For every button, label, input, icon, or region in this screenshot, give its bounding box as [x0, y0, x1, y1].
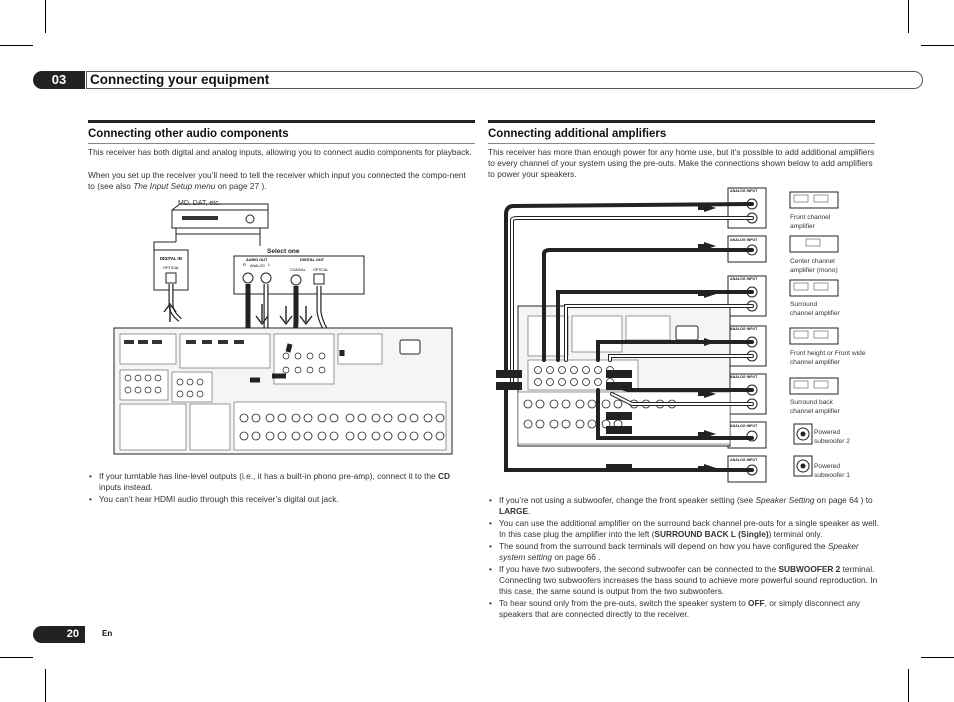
paragraph-text: When you set up the receiver you’ll need to tell the receiver which input you connected the compo-nent to (see also — [88, 170, 466, 192]
optical-label: OPTICAL — [163, 266, 180, 270]
amp-unit-center — [790, 236, 838, 252]
optical-in-jack — [166, 273, 176, 283]
bullet-text: The sound from the surround back terminals will depend on how you have configured the — [499, 540, 828, 551]
device-bracket — [154, 234, 260, 250]
bullet-text: on page 66 . — [552, 552, 601, 563]
panel-section — [120, 334, 176, 364]
amp-label: channel amplifier — [790, 408, 840, 415]
analog-label: ANALOG — [250, 264, 265, 268]
amp-label: channel amplifier — [790, 359, 840, 366]
bullet-text: . — [528, 506, 531, 517]
chapter-number: 03 — [33, 71, 85, 89]
amp-unit-surround-back — [790, 378, 838, 394]
r-label: R — [243, 262, 246, 267]
analog-l-jack — [261, 273, 271, 283]
section-title-audio: Connecting other audio components — [88, 128, 289, 140]
amp-input-surround-back — [728, 374, 766, 414]
panel-section — [626, 316, 670, 340]
bullet-list — [488, 495, 880, 621]
bullet-text: , or simply disconnect any speakers that are connected directly to the receiver. — [499, 597, 861, 620]
panel-section — [528, 316, 568, 356]
paragraph-text: This receiver has both digital and analog inputs, allowing you to connect audio components for playback. — [88, 147, 472, 157]
amp-input-surround — [728, 276, 766, 316]
chapter-title: Connecting your equipment — [90, 72, 270, 87]
crop-mark — [908, 669, 909, 702]
section-rule-thin — [88, 143, 475, 144]
bullet-ref: Speaker Setting — [755, 495, 815, 505]
bullet-text: ) terminal only. — [768, 529, 823, 540]
panel-section — [180, 334, 270, 368]
ac-inlet — [400, 340, 420, 354]
speaker-terminals — [234, 402, 446, 450]
analog-input-label: ANALOG INPUT — [730, 327, 758, 331]
bullet-item — [88, 494, 466, 505]
amp-unit-surround — [790, 280, 838, 296]
crop-mark — [908, 0, 909, 33]
page-language: En — [102, 629, 113, 638]
digital-in-label: DIGITAL IN — [160, 256, 182, 261]
bullet-text: If your turntable has line-level outputs (i.e., it has a built-in phono pre-amp), connect it to the — [99, 471, 438, 481]
bullet-item — [88, 471, 466, 493]
amp-label: Surround — [790, 301, 818, 308]
bullet-text: inputs instead. — [99, 482, 153, 493]
paragraph — [488, 147, 876, 181]
ac-inlet — [676, 326, 698, 340]
coaxial-jack — [291, 275, 301, 285]
paragraph-text: This receiver has more than enough power for any home use, but it’s possible to add additional amplifiers to every channel of your system using the pre-outs. Make the connections shown below to add amplifiers to power your speakers. — [488, 147, 875, 180]
analog-input-label: ANALOG INPUT — [730, 277, 758, 281]
l-label: L — [268, 262, 271, 267]
amp-input-front-height — [728, 326, 766, 366]
paragraph — [88, 147, 473, 158]
bullet-item — [488, 495, 880, 517]
bullet-text: You can use the additional amplifier on the surround back channel pre-outs for a single speaker as well. In this case plug the amplifier into the left ( — [499, 517, 879, 540]
panel-section — [190, 404, 230, 450]
crop-mark — [0, 45, 33, 46]
connection-arrow — [300, 306, 312, 324]
amp-label: subwoofer 1 — [814, 472, 850, 479]
bullet-text: on page 64 ) to — [814, 495, 873, 505]
analog-input-label: ANALOG INPUT — [730, 458, 758, 462]
analog-input-label: ANALOG INPUT — [730, 424, 758, 428]
bullet-text: If you have two subwoofers, the second subwoofer can be connected to the — [499, 563, 779, 574]
crop-mark — [921, 45, 954, 46]
optical-out-label: OPTICAL — [313, 268, 329, 272]
amp-label: Powered — [814, 463, 841, 470]
bullet-item — [488, 598, 880, 620]
amp-unit-front — [790, 192, 838, 208]
subwoofer-1 — [794, 456, 812, 476]
bullet-bold: SUBWOOFER 2 — [778, 563, 841, 574]
panel-section — [120, 370, 168, 400]
amp-label: subwoofer 2 — [814, 438, 850, 445]
subwoofer-2 — [794, 424, 812, 444]
audio-components-diagram — [110, 194, 462, 462]
md-device-slot — [182, 216, 218, 220]
paragraph-ref: The Input Setup menu — [133, 181, 216, 192]
device-bracket — [176, 228, 260, 234]
digital-out-label: DIGITAL OUT — [300, 258, 324, 262]
section-title-amplifiers: Connecting additional amplifiers — [488, 128, 667, 140]
audio-out-label: AUDIO OUT — [246, 258, 268, 262]
crop-mark — [0, 657, 33, 658]
amp-label: Powered — [814, 429, 841, 436]
bullet-list — [88, 471, 466, 506]
optical-out-jack — [314, 274, 324, 284]
analog-input-label: ANALOG INPUT — [730, 375, 758, 379]
amp-label: channel amplifier — [790, 310, 840, 317]
section-rule — [88, 120, 475, 123]
crop-mark — [45, 669, 46, 702]
crop-mark — [921, 657, 954, 658]
bullet-bold: CD — [437, 471, 450, 481]
bullet-bold: OFF — [748, 597, 765, 608]
panel-section — [172, 372, 212, 402]
bullet-bold: SURROUND BACK L (Single) — [654, 529, 769, 540]
bullet-item — [488, 541, 880, 563]
amp-label: Center channel — [790, 258, 835, 265]
select-one-label: Select one — [267, 248, 300, 255]
analog-input-label: ANALOG INPUT — [730, 238, 758, 242]
bullet-text: You can’t hear HDMI audio through this receiver’s digital out jack. — [99, 493, 339, 504]
amp-label: amplifier — [790, 223, 815, 230]
device-label: MD, DAT, etc. — [178, 200, 221, 207]
panel-section — [120, 404, 186, 450]
bullet-text: If you’re not using a subwoofer, change the front speaker setting (see — [499, 495, 756, 505]
bullet-ref: Speaker system setting — [499, 540, 859, 563]
amp-label: Front channel — [790, 214, 831, 221]
panel-section — [338, 334, 382, 364]
bullet-text: terminal. Connecting two subwoofers increases the bass sound to achieve more powerful sound reproduction. In this case, the same sound is output from the two subwoofers. — [499, 563, 878, 597]
paragraph — [88, 170, 474, 192]
bullet-item — [488, 564, 880, 598]
analog-input-label: ANALOG INPUT — [730, 189, 758, 193]
connection-arrow — [280, 306, 292, 324]
section-rule — [488, 120, 875, 123]
amp-label: amplifier (mono) — [790, 267, 838, 274]
page-number: 20 — [33, 626, 85, 643]
amp-label: Surround back — [790, 399, 833, 406]
bullet-text: To hear sound only from the pre-outs, switch the speaker system to — [499, 597, 749, 608]
coaxial-label: COAXIAL — [290, 268, 306, 272]
amp-input-front — [728, 188, 766, 228]
amp-unit-front-height — [790, 328, 838, 344]
paragraph-text: on page 27 ). — [215, 181, 267, 192]
crop-mark — [45, 0, 46, 33]
analog-r-jack — [243, 273, 253, 283]
section-rule-thin — [488, 143, 875, 144]
amp-label: Front height or Front wide — [790, 350, 866, 357]
additional-amplifiers-diagram — [488, 184, 878, 484]
bullet-bold: LARGE — [499, 506, 529, 517]
bullet-item — [488, 518, 880, 540]
